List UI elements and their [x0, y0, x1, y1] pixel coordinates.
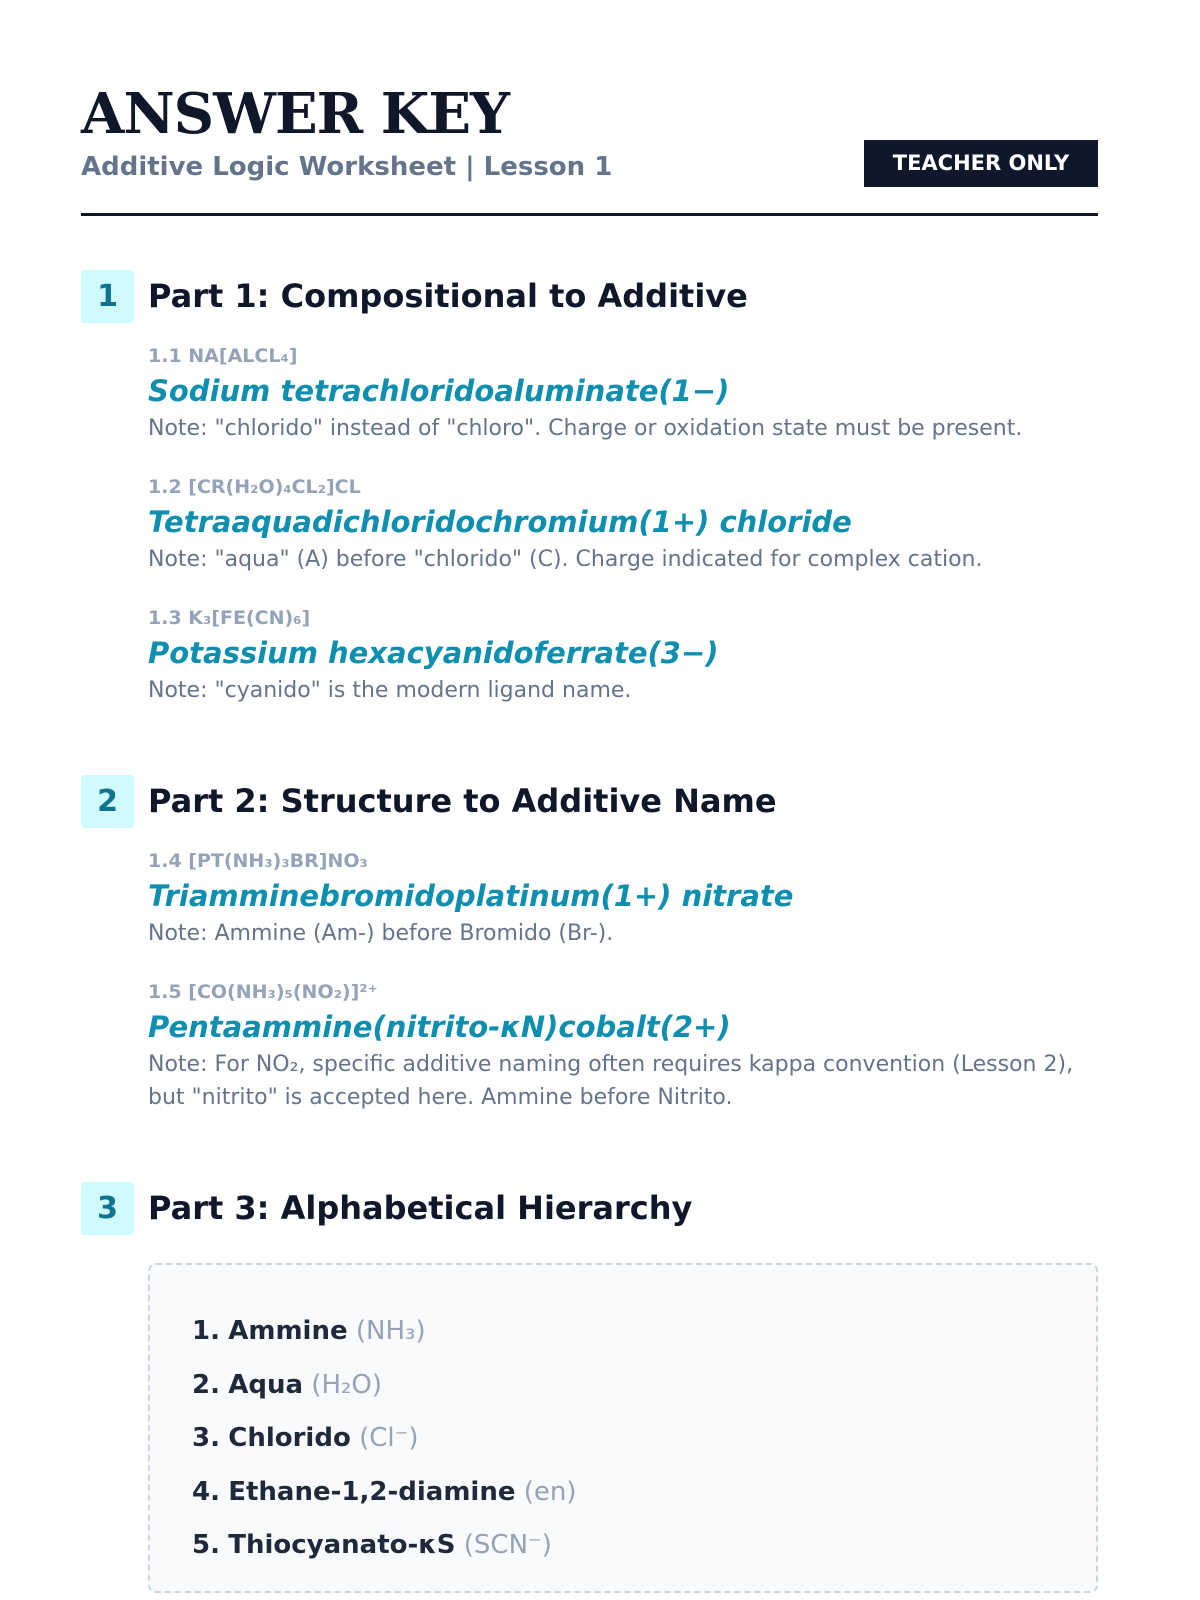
hierarchy-item: [192, 1412, 1096, 1466]
hierarchy-item: [192, 1305, 1096, 1359]
hierarchy-item: [192, 1466, 1096, 1520]
answer-note: Note: "chlorido" instead of "chloro". Charge or oxidation state must be present.: [148, 416, 1023, 441]
hierarchy-ligand-formula: (Cl⁻): [359, 1423, 419, 1453]
page-title: ANSWER KEY: [81, 81, 510, 147]
hierarchy-ligand-name: Thiocyanato-κS: [228, 1530, 456, 1560]
answer-item: [148, 475, 1098, 576]
hierarchy-ligand-formula: (en): [523, 1476, 577, 1507]
section-number: 1: [81, 270, 134, 323]
answer-note: Note: For NO₂, specific additive naming often requires kappa convention (Lesson 2), but "nitrito" is accepted here. Ammine before Nitrito.: [148, 1052, 1074, 1110]
hierarchy-ligand-formula: (H₂O): [311, 1369, 383, 1400]
hierarchy-ligand-formula: (NH₃): [355, 1316, 426, 1346]
hierarchy-rank: 1.: [192, 1316, 220, 1346]
answer-note: Note: "cyanido" is the modern ligand name.: [148, 678, 632, 703]
answer-item: [148, 344, 1098, 445]
document-header: [81, 0, 1098, 216]
answer-name: Potassium hexacyanidoferrate(3−): [148, 636, 719, 670]
answer-note: Note: Ammine (Am-) before Bromido (Br-).: [148, 921, 614, 946]
answer-formula: 1.5 [CO(NH₃)₅(NO₂)]²⁺: [148, 981, 378, 1003]
answer-list: [81, 344, 1098, 707]
hierarchy-ligand-name: Ethane-1,2-diamine: [228, 1476, 516, 1507]
answer-formula: 1.1 NA[ALCL₄]: [148, 345, 298, 367]
hierarchy-ligand-name: Aqua: [228, 1369, 304, 1400]
answer-item: [148, 980, 1098, 1114]
answer-formula: 1.3 K₃[FE(CN)₆]: [148, 607, 311, 629]
hierarchy-ligand-name: Ammine: [228, 1316, 348, 1346]
section-header: [81, 269, 1098, 323]
section-number: 2: [81, 775, 134, 828]
section-part-1: [81, 269, 1098, 707]
hierarchy-rank: 4.: [192, 1476, 220, 1507]
answer-name: Pentaammine(nitrito-κN)cobalt(2+): [148, 1010, 731, 1044]
section-part-2: [81, 774, 1098, 1114]
hierarchy-ligand-formula: (SCN⁻): [463, 1530, 552, 1560]
hierarchy-rank: 2.: [192, 1369, 220, 1400]
answer-list: [81, 849, 1098, 1114]
hierarchy-box: [148, 1263, 1098, 1593]
hierarchy-item: [192, 1359, 1096, 1413]
page-subtitle: Additive Logic Worksheet | Lesson 1: [81, 152, 613, 182]
section-title: Part 3: Alphabetical Hierarchy: [148, 1189, 693, 1227]
answer-name: Tetraaquadichloridochromium(1+) chloride: [148, 505, 852, 539]
hierarchy-ligand-name: Chlorido: [228, 1423, 351, 1453]
teacher-only-badge: TEACHER ONLY: [864, 140, 1098, 187]
answer-formula: 1.4 [PT(NH₃)₃BR]NO₃: [148, 850, 368, 872]
hierarchy-item: [192, 1519, 1096, 1573]
section-title: Part 1: Compositional to Additive: [148, 277, 748, 315]
answer-name: Sodium tetrachloridoaluminate(1−): [148, 374, 730, 408]
section-title: Part 2: Structure to Additive Name: [148, 782, 777, 820]
answer-item: [148, 849, 1098, 950]
answer-formula: 1.2 [CR(H₂O)₄CL₂]CL: [148, 476, 361, 498]
section-header: [81, 774, 1098, 828]
hierarchy-rank: 3.: [192, 1423, 220, 1453]
section-part-3: [81, 1181, 1098, 1593]
answer-name: Triamminebromidoplatinum(1+) nitrate: [148, 879, 794, 913]
section-number: 3: [81, 1182, 134, 1235]
section-header: [81, 1181, 1098, 1235]
answer-item: [148, 606, 1098, 707]
hierarchy-rank: 5.: [192, 1530, 220, 1560]
answer-note: Note: "aqua" (A) before "chlorido" (C). Charge indicated for complex cation.: [148, 547, 983, 572]
